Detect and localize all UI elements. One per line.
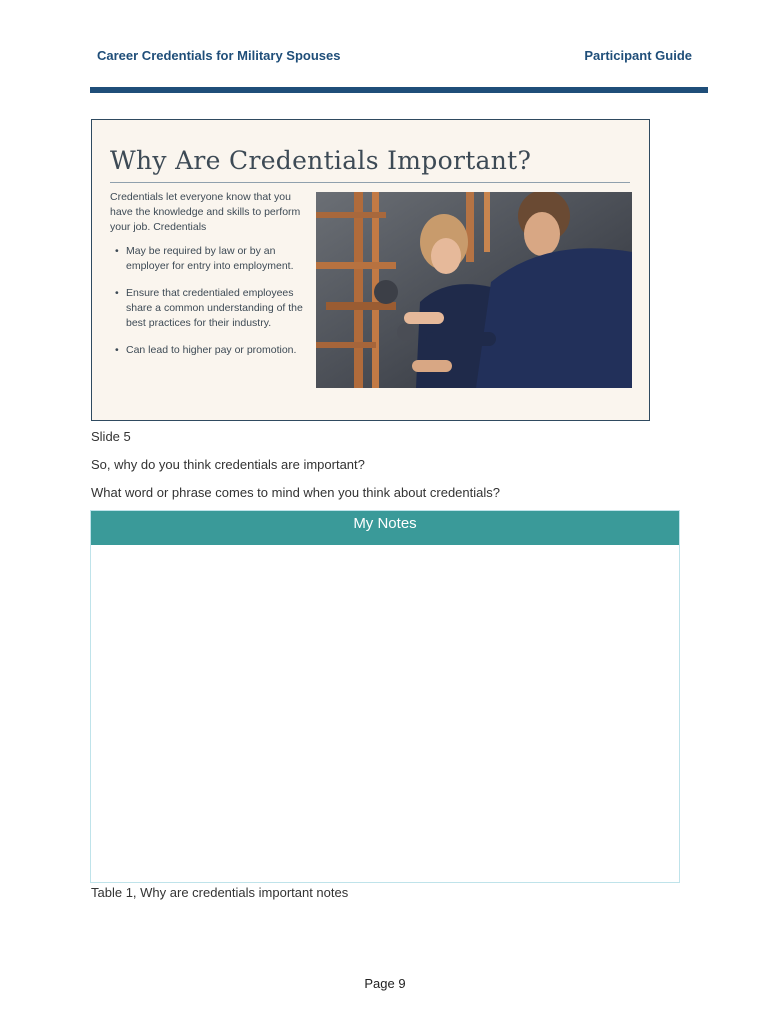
slide-title: Why Are Credentials Important? — [110, 146, 532, 175]
header-divider — [90, 87, 708, 93]
slide-image — [91, 119, 650, 421]
slide-bullet — [112, 343, 312, 358]
slide-title-rule — [110, 182, 630, 183]
slide-bullet — [112, 286, 312, 331]
slide-bullet-text: Ensure that credentialed employees share a common understanding of the best practices for their industry. — [126, 287, 303, 329]
notes-heading: My Notes — [91, 511, 679, 545]
slide-intro: Credentials let everyone know that you have the knowledge and skills to perform your job. Credentials — [110, 191, 301, 233]
bullet-icon: • — [115, 245, 119, 257]
slide-bullet-text: May be required by law or by an employer for entry into employment. — [126, 245, 294, 272]
notes-input-area[interactable] — [91, 545, 679, 882]
notes-table — [90, 510, 680, 883]
slide-number-label: Slide 5 — [91, 429, 131, 444]
slide-bullet-list — [112, 244, 312, 370]
slide-bullet-text: Can lead to higher pay or promotion. — [126, 344, 297, 356]
bullet-icon: • — [115, 344, 119, 356]
slide-bullet — [112, 244, 312, 274]
header-title: Career Credentials for Military Spouses — [97, 48, 341, 63]
table-caption: Table 1, Why are credentials important notes — [91, 885, 349, 900]
page-number: Page 9 — [364, 976, 406, 991]
question-text: What word or phrase comes to mind when you think about credentials? — [91, 485, 500, 500]
header-guide-label: Participant Guide — [584, 48, 692, 63]
photo-two-workers-icon — [316, 192, 632, 388]
question-text: So, why do you think credentials are important? — [91, 457, 365, 472]
bullet-icon: • — [115, 287, 119, 299]
